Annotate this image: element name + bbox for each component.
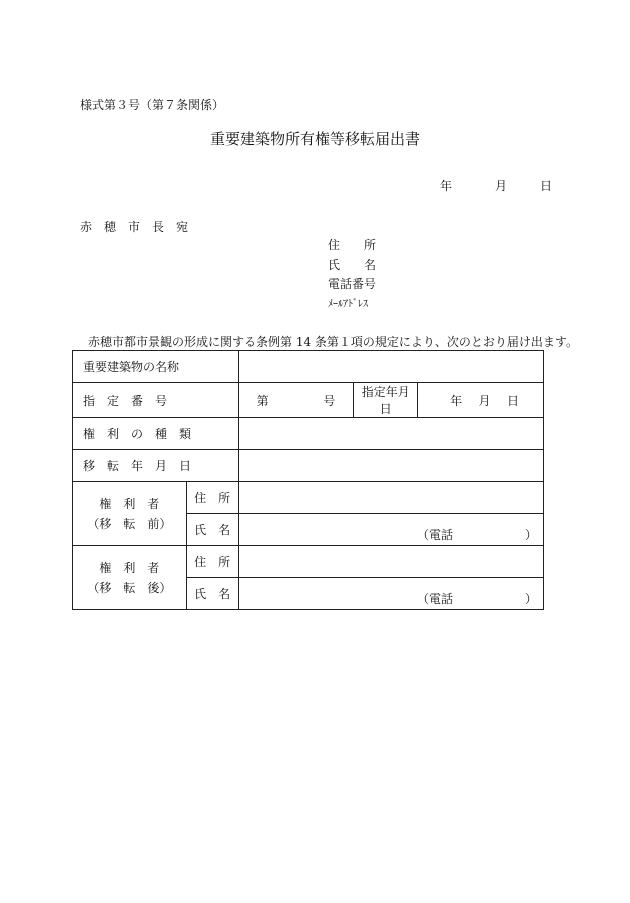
date-month-label: 月 bbox=[495, 179, 508, 193]
designation-year: 年 bbox=[450, 393, 463, 408]
before-name-field[interactable] bbox=[238, 514, 543, 546]
before-address-field[interactable] bbox=[238, 482, 543, 514]
designation-number-field[interactable] bbox=[238, 383, 354, 418]
row-building-name bbox=[73, 351, 544, 383]
number-gou: 号 bbox=[323, 393, 336, 408]
after-address-label: 住 所 bbox=[186, 546, 238, 578]
applicant-phone-label: 電話番号 bbox=[328, 277, 377, 291]
after-name-label: 氏 名 bbox=[186, 578, 238, 610]
row-transfer-date bbox=[73, 450, 544, 482]
form-number: 様式第３号（第７条関係） bbox=[80, 98, 225, 112]
applicant-email-label: ﾒｰﾙｱﾄﾞﾚｽ bbox=[328, 299, 368, 310]
row-after-address bbox=[73, 546, 544, 578]
date-year-label: 年 bbox=[440, 179, 453, 193]
transfer-date-label: 移 転 年 月 日 bbox=[73, 450, 239, 482]
before-phone: （電話 ） bbox=[416, 528, 537, 542]
statement: 赤穂市都市景観の形成に関する条例第 14 条第１項の規定により、次のとおり届け出ます。 bbox=[88, 335, 578, 349]
date-day-label: 日 bbox=[540, 179, 553, 193]
transfer-date-field[interactable] bbox=[238, 450, 543, 482]
applicant-address-label: 住 所 bbox=[328, 238, 377, 252]
building-name-field[interactable] bbox=[238, 351, 543, 383]
applicant-name-label: 氏 名 bbox=[328, 258, 377, 272]
after-name-field[interactable] bbox=[238, 578, 543, 610]
addressee: 赤 穂 市 長 宛 bbox=[80, 220, 189, 234]
row-before-address bbox=[73, 482, 544, 514]
row-designation bbox=[73, 383, 544, 418]
designation-date-label: 指定年月日 bbox=[354, 383, 418, 418]
designation-date-field[interactable] bbox=[418, 383, 544, 418]
page-title: 重要建築物所有権等移転届出書 bbox=[209, 130, 420, 148]
after-phone: （電話 ） bbox=[416, 592, 537, 606]
designation-day: 日 bbox=[506, 393, 519, 408]
before-name-label: 氏 名 bbox=[186, 514, 238, 546]
right-type-label: 権 利 の 種 類 bbox=[73, 418, 239, 450]
row-right-type bbox=[73, 418, 544, 450]
number-dai: 第 bbox=[256, 393, 269, 408]
designation-month: 月 bbox=[478, 393, 491, 408]
rights-holder-after-label: 権 利 者 （移 転 後） bbox=[73, 546, 187, 610]
building-name-label: 重要建築物の名称 bbox=[73, 351, 239, 383]
transfer-form-table bbox=[72, 350, 544, 610]
right-type-field[interactable] bbox=[238, 418, 543, 450]
before-address-label: 住 所 bbox=[186, 482, 238, 514]
after-address-field[interactable] bbox=[238, 546, 543, 578]
designation-number-label: 指 定 番 号 bbox=[73, 383, 239, 418]
rights-holder-before-label: 権 利 者 （移 転 前） bbox=[73, 482, 187, 546]
